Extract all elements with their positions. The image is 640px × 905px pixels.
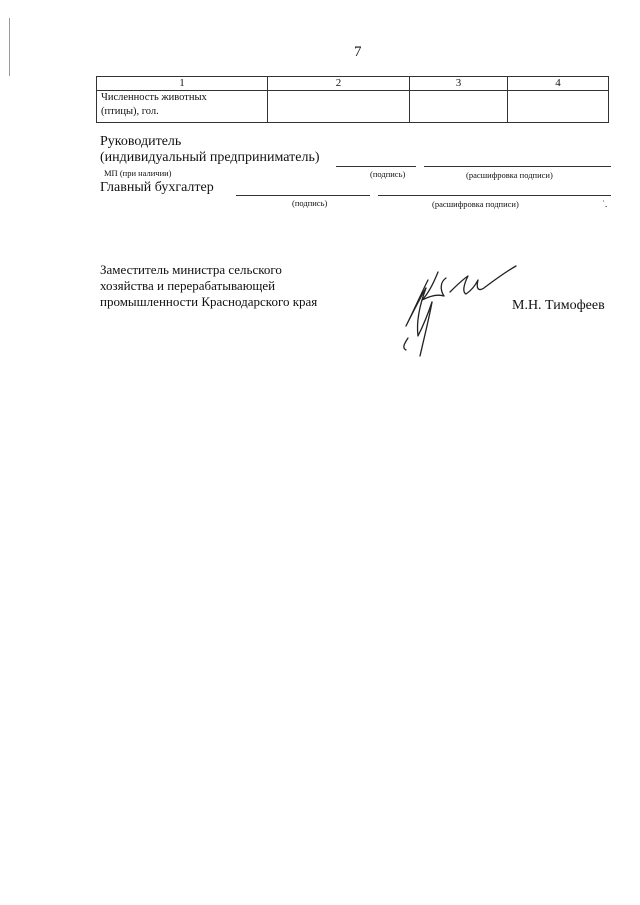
head-label: Руководитель xyxy=(100,134,182,149)
table-header-cell: 1 xyxy=(97,77,268,91)
accountant-signature-caption: (подпись) xyxy=(292,198,328,208)
handwritten-signature xyxy=(392,252,522,362)
data-table xyxy=(96,76,609,123)
signature-caption: (подпись) xyxy=(370,169,406,179)
table-header-cell: 3 xyxy=(410,77,508,91)
table-header-cell: 4 xyxy=(508,77,609,91)
stamp-caption: МП (при наличии) xyxy=(104,168,172,178)
approval-block xyxy=(100,262,317,310)
approval-line2: хозяйства и перерабатывающей xyxy=(100,278,276,293)
accountant-decoding-caption: (расшифровка подписи) xyxy=(432,199,519,209)
chief-accountant-label: Главный бухгалтер xyxy=(100,180,214,195)
row-label-cell xyxy=(97,91,268,123)
approval-line3: промышленности Краснодарского края xyxy=(100,294,318,309)
approval-line1: Заместитель министра сельского xyxy=(100,262,282,277)
scan-edge-mark xyxy=(9,18,10,76)
accountant-signature-line xyxy=(236,195,370,196)
decoding-caption: (расшифровка подписи) xyxy=(466,170,553,180)
table-header-cell: 2 xyxy=(268,77,410,91)
table-row xyxy=(97,91,609,123)
accountant-decoding-line xyxy=(378,195,611,196)
table-cell-empty xyxy=(268,91,410,123)
mark-dot: ˙. xyxy=(602,199,608,209)
signature-line xyxy=(336,166,416,167)
row-label-line1: Численность животных xyxy=(101,92,207,103)
page-number: 7 xyxy=(354,44,362,60)
row-label-line2: (птицы), гол. xyxy=(101,106,159,117)
table-cell-empty xyxy=(410,91,508,123)
decoding-line xyxy=(424,166,611,167)
signer-name: М.Н. Тимофеев xyxy=(512,298,605,313)
table-header-row xyxy=(97,77,609,91)
table-cell-empty xyxy=(508,91,609,123)
entrepreneur-label: (индивидуальный предприниматель) xyxy=(100,150,320,165)
